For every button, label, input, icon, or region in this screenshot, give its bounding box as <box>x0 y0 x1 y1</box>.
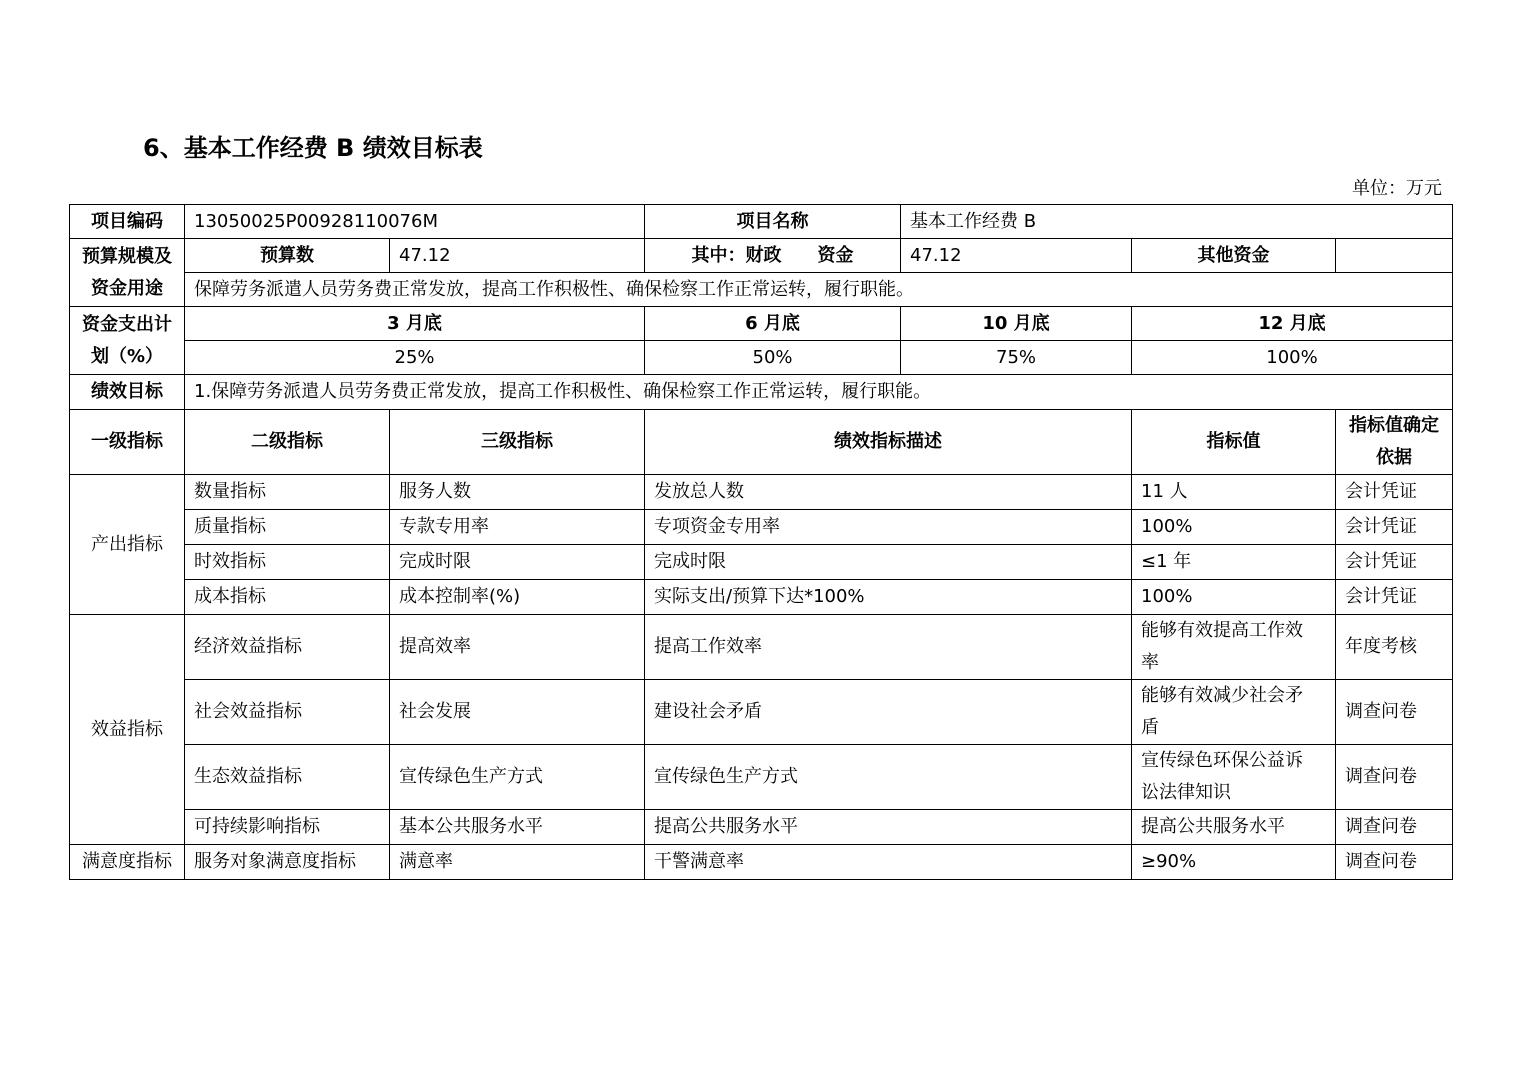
value-cell: 提高公共服务水平 <box>1132 810 1336 845</box>
budget-usage-text: 保障劳务派遣人员劳务费正常发放，提高工作积极性、确保检察工作正常运转，履行职能。 <box>185 273 1453 307</box>
project-code-label: 项目编码 <box>70 205 185 239</box>
level2-cell: 可持续影响指标 <box>185 810 390 845</box>
level3-cell: 社会发展 <box>390 680 645 745</box>
level2-cell: 社会效益指标 <box>185 680 390 745</box>
desc-cell: 发放总人数 <box>645 475 1132 510</box>
project-code-value: 13050025P00928110076M <box>185 205 645 239</box>
budget-section-label-line2: 资金用途 <box>91 277 163 299</box>
value-cell: 100% <box>1132 510 1336 545</box>
basis-cell: 调查问卷 <box>1336 810 1453 845</box>
basis-cell: 调查问卷 <box>1336 745 1453 810</box>
level2-cell: 成本指标 <box>185 580 390 615</box>
value-cell <box>1132 680 1336 745</box>
budget-section-label <box>70 239 185 307</box>
period-label: 6 月底 <box>645 307 901 341</box>
header-level2: 二级指标 <box>185 410 390 475</box>
period-value: 25% <box>185 341 645 375</box>
header-basis-line2: 依据 <box>1376 447 1413 468</box>
value-cell <box>1132 745 1336 810</box>
page-title: 6、基本工作经费 B 绩效目标表 <box>143 134 483 162</box>
table-row <box>70 745 1453 810</box>
level3-cell: 宣传绿色生产方式 <box>390 745 645 810</box>
value-line: 宣传绿色环保公益诉 <box>1141 750 1304 771</box>
value-line: 讼法律知识 <box>1141 782 1232 803</box>
desc-cell: 提高工作效率 <box>645 615 1132 680</box>
desc-cell: 提高公共服务水平 <box>645 810 1132 845</box>
spending-plan-label-line2: 划（%） <box>90 345 164 367</box>
indicator-header-row <box>70 410 1453 475</box>
value-cell: ≤1 年 <box>1132 545 1336 580</box>
value-cell <box>1132 615 1336 680</box>
period-label: 12 月底 <box>1132 307 1453 341</box>
budget-total-value: 47.12 <box>390 239 645 273</box>
group-label-benefit: 效益指标 <box>70 615 185 845</box>
value-cell: 11 人 <box>1132 475 1336 510</box>
spending-plan-header-row <box>70 307 1453 341</box>
level2-cell: 经济效益指标 <box>185 615 390 680</box>
desc-cell: 实际支出/预算下达*100% <box>645 580 1132 615</box>
desc-cell: 专项资金专用率 <box>645 510 1132 545</box>
level2-cell: 数量指标 <box>185 475 390 510</box>
basis-cell: 会计凭证 <box>1336 475 1453 510</box>
goal-label: 绩效目标 <box>70 375 185 410</box>
value-line: 能够有效减少社会矛 <box>1141 685 1304 706</box>
goal-text: 1.保障劳务派遣人员劳务费正常发放，提高工作积极性、确保检察工作正常运转，履行职能。 <box>185 375 1453 410</box>
level3-cell: 服务人数 <box>390 475 645 510</box>
basis-cell: 会计凭证 <box>1336 580 1453 615</box>
budget-other-label: 其他资金 <box>1132 239 1336 273</box>
table-row <box>70 545 1453 580</box>
period-label: 3 月底 <box>185 307 645 341</box>
level3-cell: 完成时限 <box>390 545 645 580</box>
goal-row <box>70 375 1453 410</box>
spending-plan-label <box>70 307 185 375</box>
period-label: 10 月底 <box>901 307 1132 341</box>
spending-plan-label-line1: 资金支出计 <box>82 313 172 335</box>
desc-cell: 宣传绿色生产方式 <box>645 745 1132 810</box>
level2-cell: 质量指标 <box>185 510 390 545</box>
desc-cell: 建设社会矛盾 <box>645 680 1132 745</box>
level3-cell: 专款专用率 <box>390 510 645 545</box>
level3-cell: 成本控制率(%) <box>390 580 645 615</box>
level2-cell: 服务对象满意度指标 <box>185 845 390 880</box>
project-name-label: 项目名称 <box>645 205 901 239</box>
unit-label: 单位：万元 <box>1352 178 1442 199</box>
value-line: 能够有效提高工作效 <box>1141 620 1304 641</box>
header-basis-line1: 指标值确定 <box>1349 415 1440 436</box>
budget-other-value <box>1336 239 1453 273</box>
budget-usage-row <box>70 273 1453 307</box>
spending-plan-value-row <box>70 341 1453 375</box>
table-row <box>70 475 1453 510</box>
header-level3: 三级指标 <box>390 410 645 475</box>
value-line: 率 <box>1141 652 1160 673</box>
level3-cell: 提高效率 <box>390 615 645 680</box>
basis-cell: 年度考核 <box>1336 615 1453 680</box>
table-row <box>70 810 1453 845</box>
table-row <box>70 580 1453 615</box>
performance-goal-table <box>69 204 1453 880</box>
budget-section-label-line1: 预算规模及 <box>82 245 172 267</box>
header-value: 指标值 <box>1132 410 1336 475</box>
basis-cell: 会计凭证 <box>1336 510 1453 545</box>
level2-cell: 生态效益指标 <box>185 745 390 810</box>
budget-fiscal-label: 其中：财政 资金 <box>645 239 901 273</box>
desc-cell: 干警满意率 <box>645 845 1132 880</box>
header-basis <box>1336 410 1453 475</box>
period-value: 75% <box>901 341 1132 375</box>
header-desc: 绩效指标描述 <box>645 410 1132 475</box>
period-value: 50% <box>645 341 901 375</box>
value-cell: 100% <box>1132 580 1336 615</box>
header-level1: 一级指标 <box>70 410 185 475</box>
project-row <box>70 205 1453 239</box>
budget-row <box>70 239 1453 273</box>
table-row <box>70 510 1453 545</box>
project-name-value: 基本工作经费 B <box>901 205 1453 239</box>
period-value: 100% <box>1132 341 1453 375</box>
level3-cell: 基本公共服务水平 <box>390 810 645 845</box>
value-cell: ≥90% <box>1132 845 1336 880</box>
budget-total-label: 预算数 <box>185 239 390 273</box>
desc-cell: 完成时限 <box>645 545 1132 580</box>
basis-cell: 会计凭证 <box>1336 545 1453 580</box>
level2-cell: 时效指标 <box>185 545 390 580</box>
budget-fiscal-value: 47.12 <box>901 239 1132 273</box>
group-label-satisfaction: 满意度指标 <box>70 845 185 880</box>
table-row <box>70 615 1453 680</box>
basis-cell: 调查问卷 <box>1336 680 1453 745</box>
value-line: 盾 <box>1141 717 1160 738</box>
table-row <box>70 845 1453 880</box>
basis-cell: 调查问卷 <box>1336 845 1453 880</box>
level3-cell: 满意率 <box>390 845 645 880</box>
group-label-output: 产出指标 <box>70 475 185 615</box>
table-row <box>70 680 1453 745</box>
